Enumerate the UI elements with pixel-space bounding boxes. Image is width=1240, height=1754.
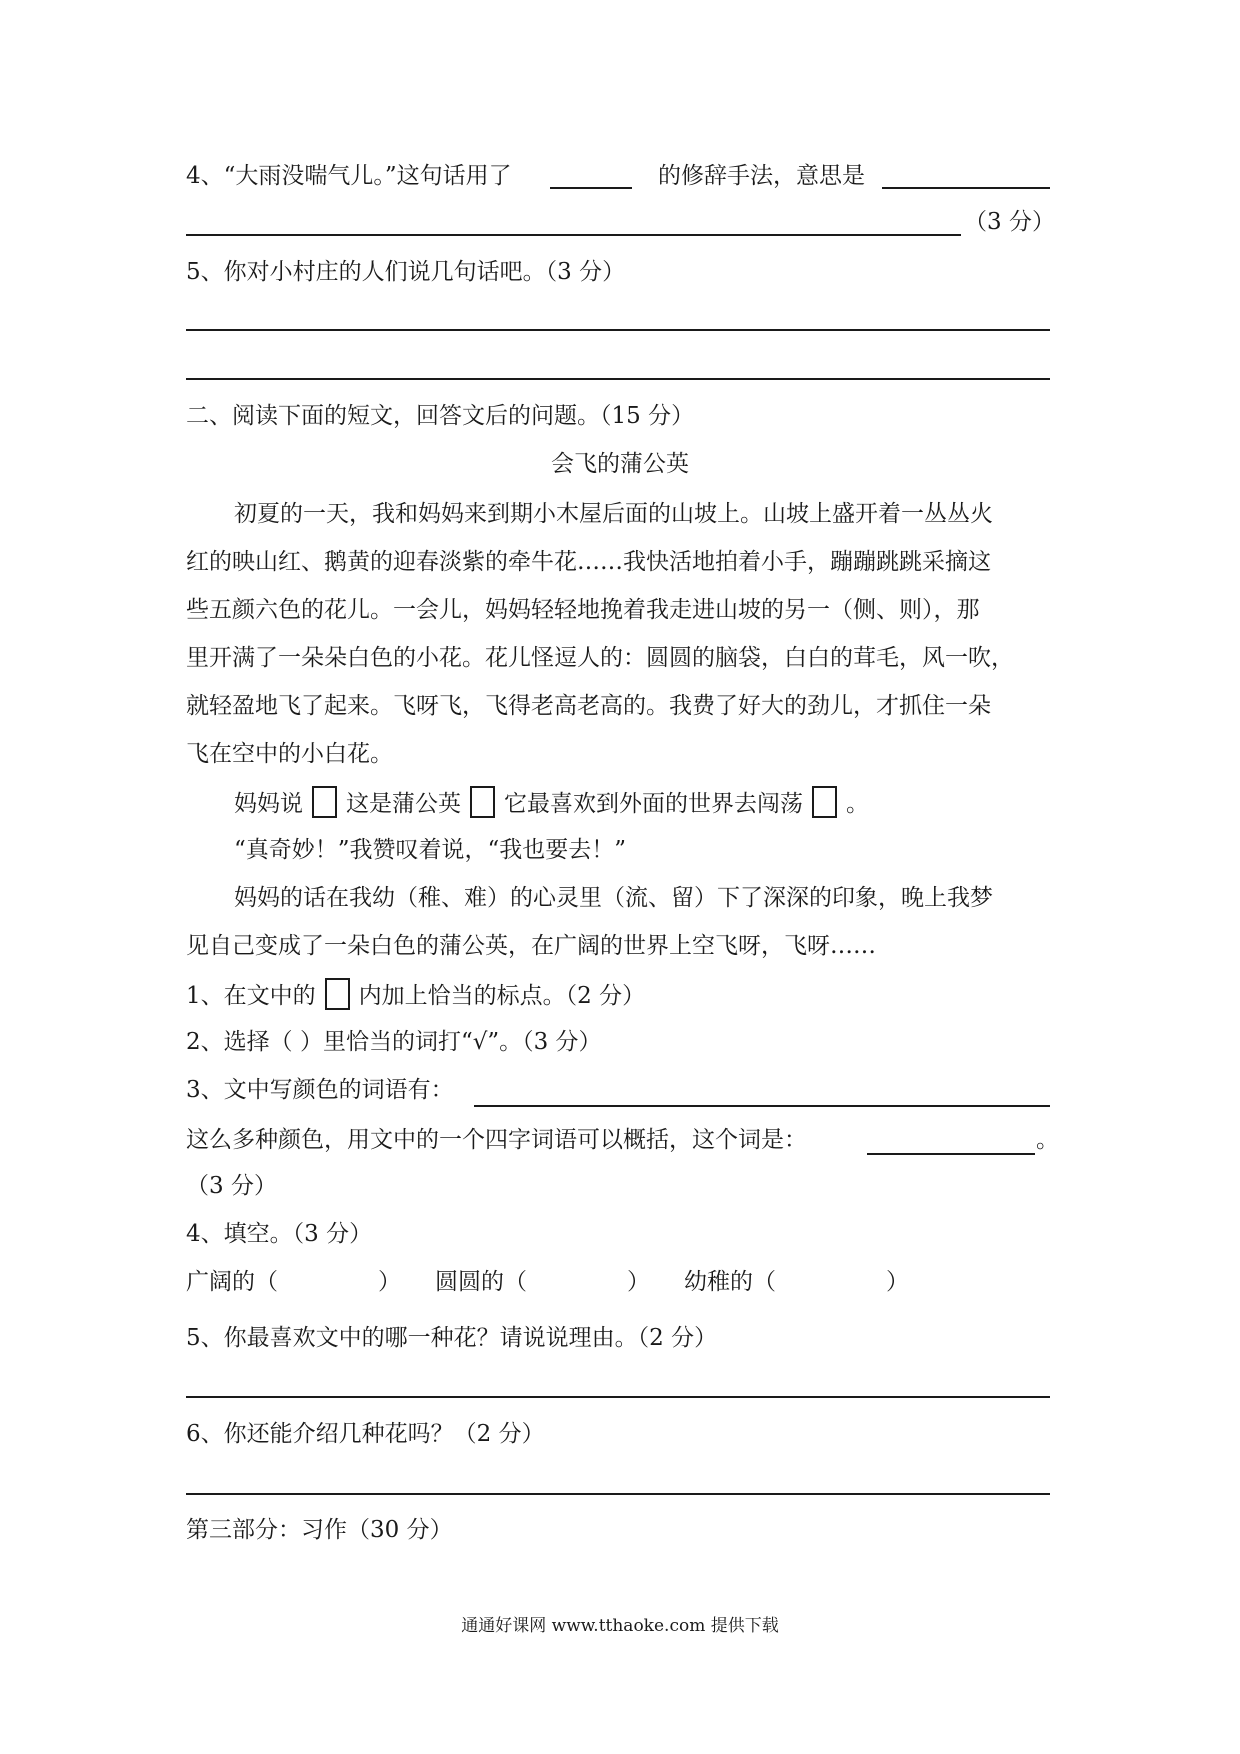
answer-line[interactable] xyxy=(474,1105,1050,1107)
answer-blank[interactable] xyxy=(882,187,1050,189)
question-4-text-b: 的修辞手法，意思是 xyxy=(658,163,865,189)
section-2-heading: 二、阅读下面的短文，回答文后的问题。（15 分） xyxy=(186,403,695,429)
mom-says-line xyxy=(234,786,869,820)
answer-line[interactable] xyxy=(186,329,1050,331)
fill-in-label: 圆圆的（ xyxy=(435,1269,527,1295)
mom-says-part: 妈妈说 xyxy=(234,791,303,817)
question-3b-score: （3 分） xyxy=(186,1173,277,1199)
question-6: 6、你还能介绍几种花吗？（2 分） xyxy=(186,1421,545,1447)
mom-says-part: 这是蒲公英 xyxy=(346,791,461,817)
question-4-line xyxy=(186,160,512,192)
question-5: 5、你最喜欢文中的哪一种花？请说说理由。（2 分） xyxy=(186,1325,718,1351)
question-5: 5、你对小村庄的人们说几句话吧。（3 分） xyxy=(186,259,626,285)
punctuation-box[interactable] xyxy=(470,786,495,818)
punctuation-box-sample xyxy=(325,978,350,1010)
punctuation-box[interactable] xyxy=(312,786,337,818)
answer-line[interactable] xyxy=(186,378,1050,380)
answer-line[interactable] xyxy=(186,1493,1050,1495)
question-2: 2、选择（ ）里恰当的词打“√”。（3 分） xyxy=(186,1029,602,1055)
answer-line[interactable] xyxy=(186,234,961,236)
question-4-text-a: 4、“大雨没喘气儿。”这句话用了 xyxy=(186,163,512,189)
question-3: 3、文中写颜色的词语有： xyxy=(186,1077,454,1103)
question-1-text-b: 内加上恰当的标点。（2 分） xyxy=(358,983,646,1009)
fill-in-label: 广阔的（ xyxy=(186,1269,278,1295)
passage-title: 会飞的蒲公英 xyxy=(551,451,689,477)
passage-line: 见自己变成了一朵白色的蒲公英，在广阔的世界上空飞呀，飞呀…… xyxy=(186,933,876,959)
answer-blank[interactable] xyxy=(550,187,632,189)
passage-line: 妈妈的话在我幼（稚、难）的心灵里（流、留）下了深深的印象，晚上我梦 xyxy=(234,885,993,911)
passage-line: 就轻盈地飞了起来。飞呀飞，飞得老高老高的。我费了好大的劲儿，才抓住一朵 xyxy=(186,693,991,719)
passage-line: 些五颜六色的花儿。一会儿，妈妈轻轻地挽着我走进山坡的另一（侧、则），那 xyxy=(186,597,980,623)
fill-in-close: ） xyxy=(627,1269,650,1295)
exclaim-line: “真奇妙！”我赞叹着说，“我也要去！” xyxy=(234,837,627,863)
question-4-score: （3 分） xyxy=(964,209,1055,235)
passage-line: 飞在空中的小白花。 xyxy=(186,741,393,767)
section-3-heading: 第三部分：习作（30 分） xyxy=(186,1517,453,1543)
punctuation-box[interactable] xyxy=(812,786,837,818)
fill-in-close: ） xyxy=(378,1269,401,1295)
question-1 xyxy=(186,978,645,1012)
question-3b: 这么多种颜色，用文中的一个四字词语可以概括，这个词是： xyxy=(186,1127,807,1153)
fill-in-label: 幼稚的（ xyxy=(684,1269,776,1295)
footer-text: 通通好课网 www.tthaoke.com 提供下载 xyxy=(461,1616,779,1636)
answer-blank[interactable] xyxy=(867,1153,1035,1155)
question-4: 4、填空。（3 分） xyxy=(186,1221,373,1247)
question-3b-end: 。 xyxy=(1036,1127,1059,1153)
fill-in-line xyxy=(186,1266,909,1298)
mom-says-part: 它最喜欢到外面的世界去闯荡 xyxy=(504,791,803,817)
mom-says-part: 。 xyxy=(846,791,869,817)
question-1-text-a: 1、在文中的 xyxy=(186,983,316,1009)
passage-line: 初夏的一天，我和妈妈来到期小木屋后面的山坡上。山坡上盛开着一丛丛火 xyxy=(234,501,993,527)
fill-in-close: ） xyxy=(886,1269,909,1295)
answer-line[interactable] xyxy=(186,1396,1050,1398)
passage-line: 红的映山红、鹅黄的迎春淡紫的牵牛花……我快活地拍着小手，蹦蹦跳跳采摘这 xyxy=(186,549,991,575)
passage-line: 里开满了一朵朵白色的小花。花儿怪逗人的：圆圆的脑袋，白白的茸毛，风一吹， xyxy=(186,645,1014,671)
